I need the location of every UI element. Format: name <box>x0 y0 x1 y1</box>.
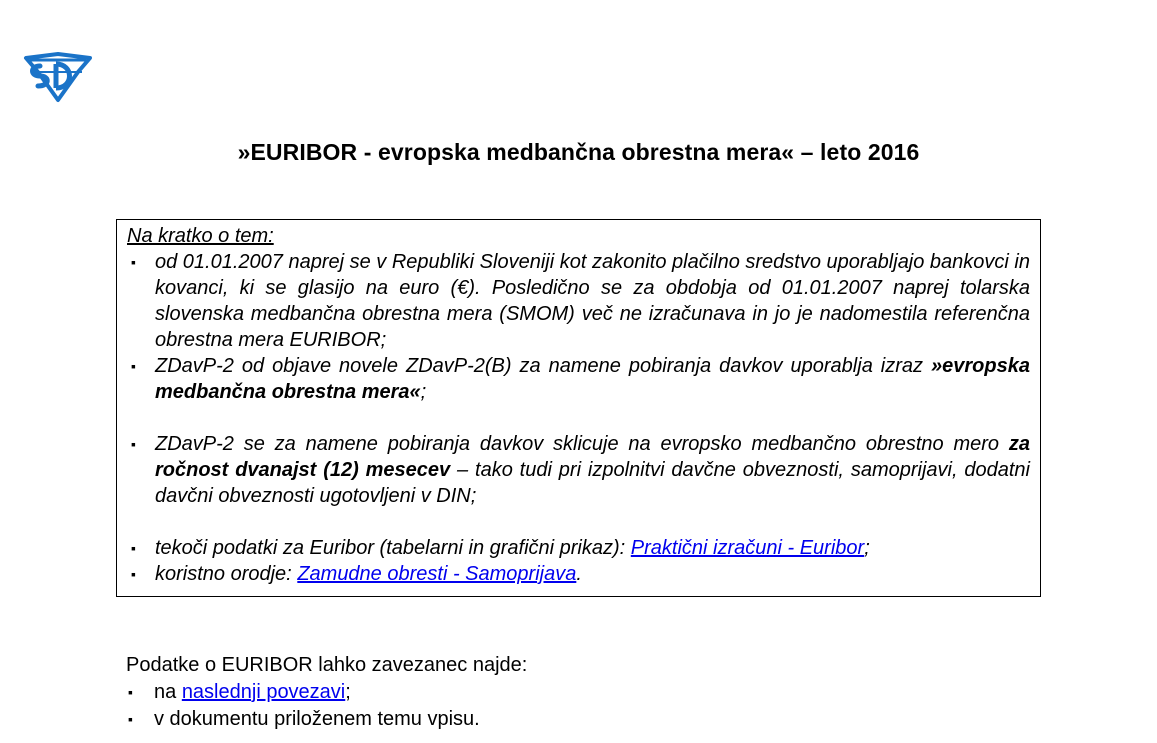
list-item <box>127 249 1030 353</box>
bullet-icon: ▪ <box>131 566 136 582</box>
sd-logo-icon <box>20 48 96 104</box>
list-item <box>127 431 1030 509</box>
item-text: v dokumentu priloženem temu vpisu. <box>154 708 480 730</box>
list-item <box>127 535 1030 561</box>
page-title: »EURIBOR - evropska medbančna obrestna mera« – leto 2016 <box>237 139 920 165</box>
summary-box <box>116 219 1041 597</box>
list-item <box>126 679 1026 706</box>
list-item <box>127 561 1030 587</box>
item-end: ; <box>420 381 427 403</box>
bottom-intro: Podatke o EURIBOR lahko zavezanec najde: <box>126 654 528 676</box>
next-link[interactable]: naslednji povezavi <box>181 681 346 703</box>
list-item <box>126 706 1026 733</box>
item-end: ; <box>345 681 351 703</box>
item-text: tekoči podatki za Euribor (tabelarni in grafični prikaz): <box>155 537 626 559</box>
item-text: ZDavP-2 se za namene pobiranja davkov sklicuje na evropsko medbančno obrestno mero <box>155 433 1000 455</box>
default-interest-link[interactable]: Zamudne obresti - Samoprijava <box>297 563 577 585</box>
item-text-end: – tako tudi pri izpolnitvi davčne obveznosti, samoprijavi, dodatni davčni obveznosti ugotovljeni v DIN; <box>155 459 1030 507</box>
bullet-icon: ▪ <box>131 254 136 270</box>
item-end: . <box>576 563 582 585</box>
bullet-icon: ▪ <box>131 540 136 556</box>
item-text: od 01.01.2007 naprej se v Republiki Sloveniji kot zakonito plačilno sredstvo uporabljajo bankovci in kovanci, ki se glasijo na euro (€). Posledično se za obdobja od 01.01.2007 naprej tolarska slovenska medbančna obrestna mera (SMOM) več ne izračunava in jo je nadomestila referenčna obrestna mera EURIBOR; <box>155 251 1030 351</box>
item-text: ZDavP-2 od objave novele ZDavP-2(B) za namene pobiranja davkov uporablja izraz <box>155 355 924 377</box>
bottom-section <box>126 652 1026 733</box>
list-item <box>127 353 1030 405</box>
summary-list <box>127 249 1030 587</box>
bullet-icon: ▪ <box>131 436 136 452</box>
euribor-calculations-link[interactable]: Praktični izračuni - Euribor <box>630 537 865 559</box>
item-emphasis: »evropska medbančna obrestna mera« <box>155 355 1030 403</box>
bullet-icon: ▪ <box>128 711 133 727</box>
bullet-icon: ▪ <box>128 684 133 700</box>
item-emphasis: za ročnost dvanajst (12) mesecev <box>155 433 1030 481</box>
bullet-icon: ▪ <box>131 358 136 374</box>
item-end: ; <box>864 537 870 559</box>
summary-heading: Na kratko o tem: <box>127 225 274 247</box>
bottom-list <box>126 679 1026 733</box>
item-text: koristno orodje: <box>155 563 292 585</box>
item-text: na <box>154 681 177 703</box>
